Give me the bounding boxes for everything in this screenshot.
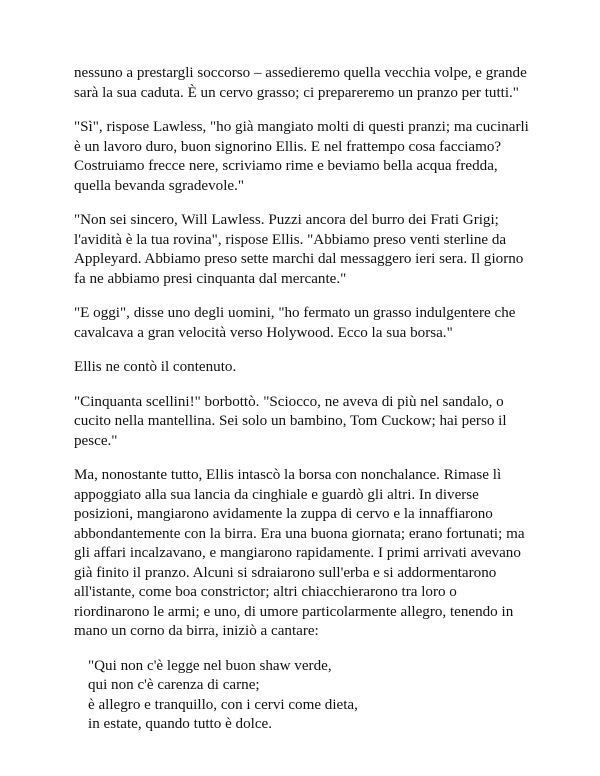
paragraph: "Sì", rispose Lawless, "ho già mangiato molti di questi pranzi; ma cucinarli è un lavoro duro, buon signorino Ellis. E nel frattempo cosa facciamo? Costruiamo frecce nere, scriviamo rime e beviamo bella acqua fredda, quella bevanda sgradevole." bbox=[74, 119, 529, 194]
paragraph: Ma, nonostante tutto, Ellis intascò la borsa con nonchalance. Rimase lì appoggiato alla sua lancia da cinghiale e guardò gli altri. In diverse posizioni, mangiarono avidamente la zuppa di cervo e la innaffiarono abbondantemente con la birra. Era una buona giornata; erano fortunati; ma gli affari incalzavano, e mangiarono rapidamente. I primi arrivati avevano già finito il pranzo. Alcuni si sdraiarono sull'erba e si addormentarono all'istante, come boa constrictor; altri chiacchierarono tra loro o riordinarono le armi; e uno, di umore particolarmente allegro, tenendo in mano un corno da birra, iniziò a cantare: bbox=[74, 467, 525, 639]
song-verse: "Qui non c'è legge nel buon shaw verde, qui non c'è carenza di carne; è allegro e tranquillo, con i cervi come dieta, in estate, quando tutto è dolce. bbox=[88, 657, 358, 732]
document-page bbox=[74, 64, 544, 735]
paragraph: Ellis ne contò il contenuto. bbox=[74, 359, 237, 375]
paragraph: "E oggi", disse uno degli uomini, "ho fermato un grasso indulgentere che cavalcava a gran velocità verso Holywood. Ecco la sua borsa." bbox=[74, 305, 516, 341]
paragraph: "Non sei sincero, Will Lawless. Puzzi ancora del burro dei Frati Grigi; l'avidità è la tua rovina", rispose Ellis. "Abbiamo preso venti sterline da Appleyard. Abbiamo preso sette marchi dal messaggero ieri sera. Il giorno fa ne abbiamo presi cinquanta dal mercante." bbox=[74, 212, 524, 287]
paragraph: nessuno a prestargli soccorso – assedieremo quella vecchia volpe, e grande sarà la sua caduta. È un cervo grasso; ci prepareremo un pranzo per tutti." bbox=[74, 65, 527, 101]
paragraph: "Cinquanta scellini!" borbottò. "Sciocco, ne aveva di più nel sandalo, o cucito nella mantellina. Sei solo un bambino, Tom Cuckow; hai perso il pesce." bbox=[74, 393, 507, 449]
